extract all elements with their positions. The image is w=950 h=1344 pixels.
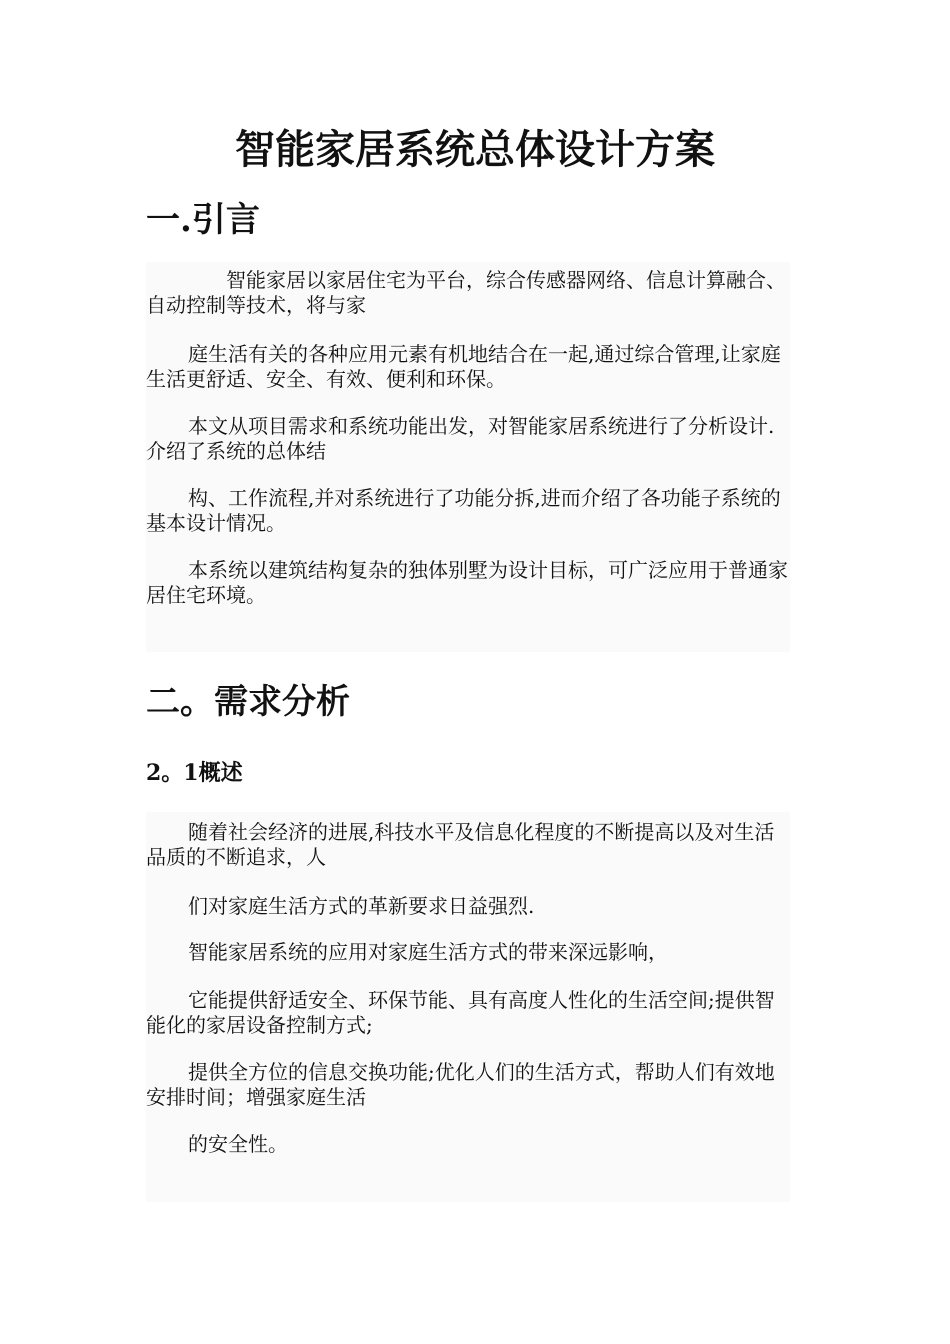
paragraph: 随着社会经济的进展,科技水平及信息化程度的不断提高以及对生活品质的不断追求，人 — [146, 820, 775, 869]
section-heading-introduction: 一.引言 — [146, 200, 260, 240]
document-title: 智能家居系统总体设计方案 — [235, 126, 715, 173]
paragraph: 本系统以建筑结构复杂的独体别墅为设计目标，可广泛应用于普通家居住宅环境。 — [146, 558, 788, 607]
paragraph: 提供全方位的信息交换功能;优化人们的生活方式，帮助人们有效地安排时间；增强家庭生活 — [146, 1060, 775, 1109]
introduction-text-block — [146, 262, 790, 652]
subsection-heading-overview: 2。1概述 — [146, 760, 243, 786]
paragraph: 智能家居系统的应用对家庭生活方式的带来深远影响， — [188, 940, 668, 964]
paragraph: 本文从项目需求和系统功能出发，对智能家居系统进行了分析设计.介绍了系统的总体结 — [146, 414, 775, 463]
paragraph: 智能家居以家居住宅为平台，综合传感器网络、信息计算融合、自动控制等技术，将与家 — [146, 268, 786, 317]
paragraph: 的安全性。 — [188, 1132, 288, 1156]
paragraph: 庭生活有关的各种应用元素有机地结合在一起,通过综合管理,让家庭生活更舒适、安全、有效、便利和环保。 — [146, 342, 781, 391]
paragraph: 它能提供舒适安全、环保节能、具有高度人性化的生活空间;提供智能化的家居设备控制方式; — [146, 988, 775, 1037]
overview-text-block — [146, 812, 790, 1202]
paragraph: 构、工作流程,并对系统进行了功能分拆,进而介绍了各功能子系统的基本设计情况。 — [146, 486, 781, 535]
paragraph: 们对家庭生活方式的革新要求日益强烈. — [188, 894, 535, 918]
section-heading-requirements: 二。需求分析 — [146, 682, 350, 722]
